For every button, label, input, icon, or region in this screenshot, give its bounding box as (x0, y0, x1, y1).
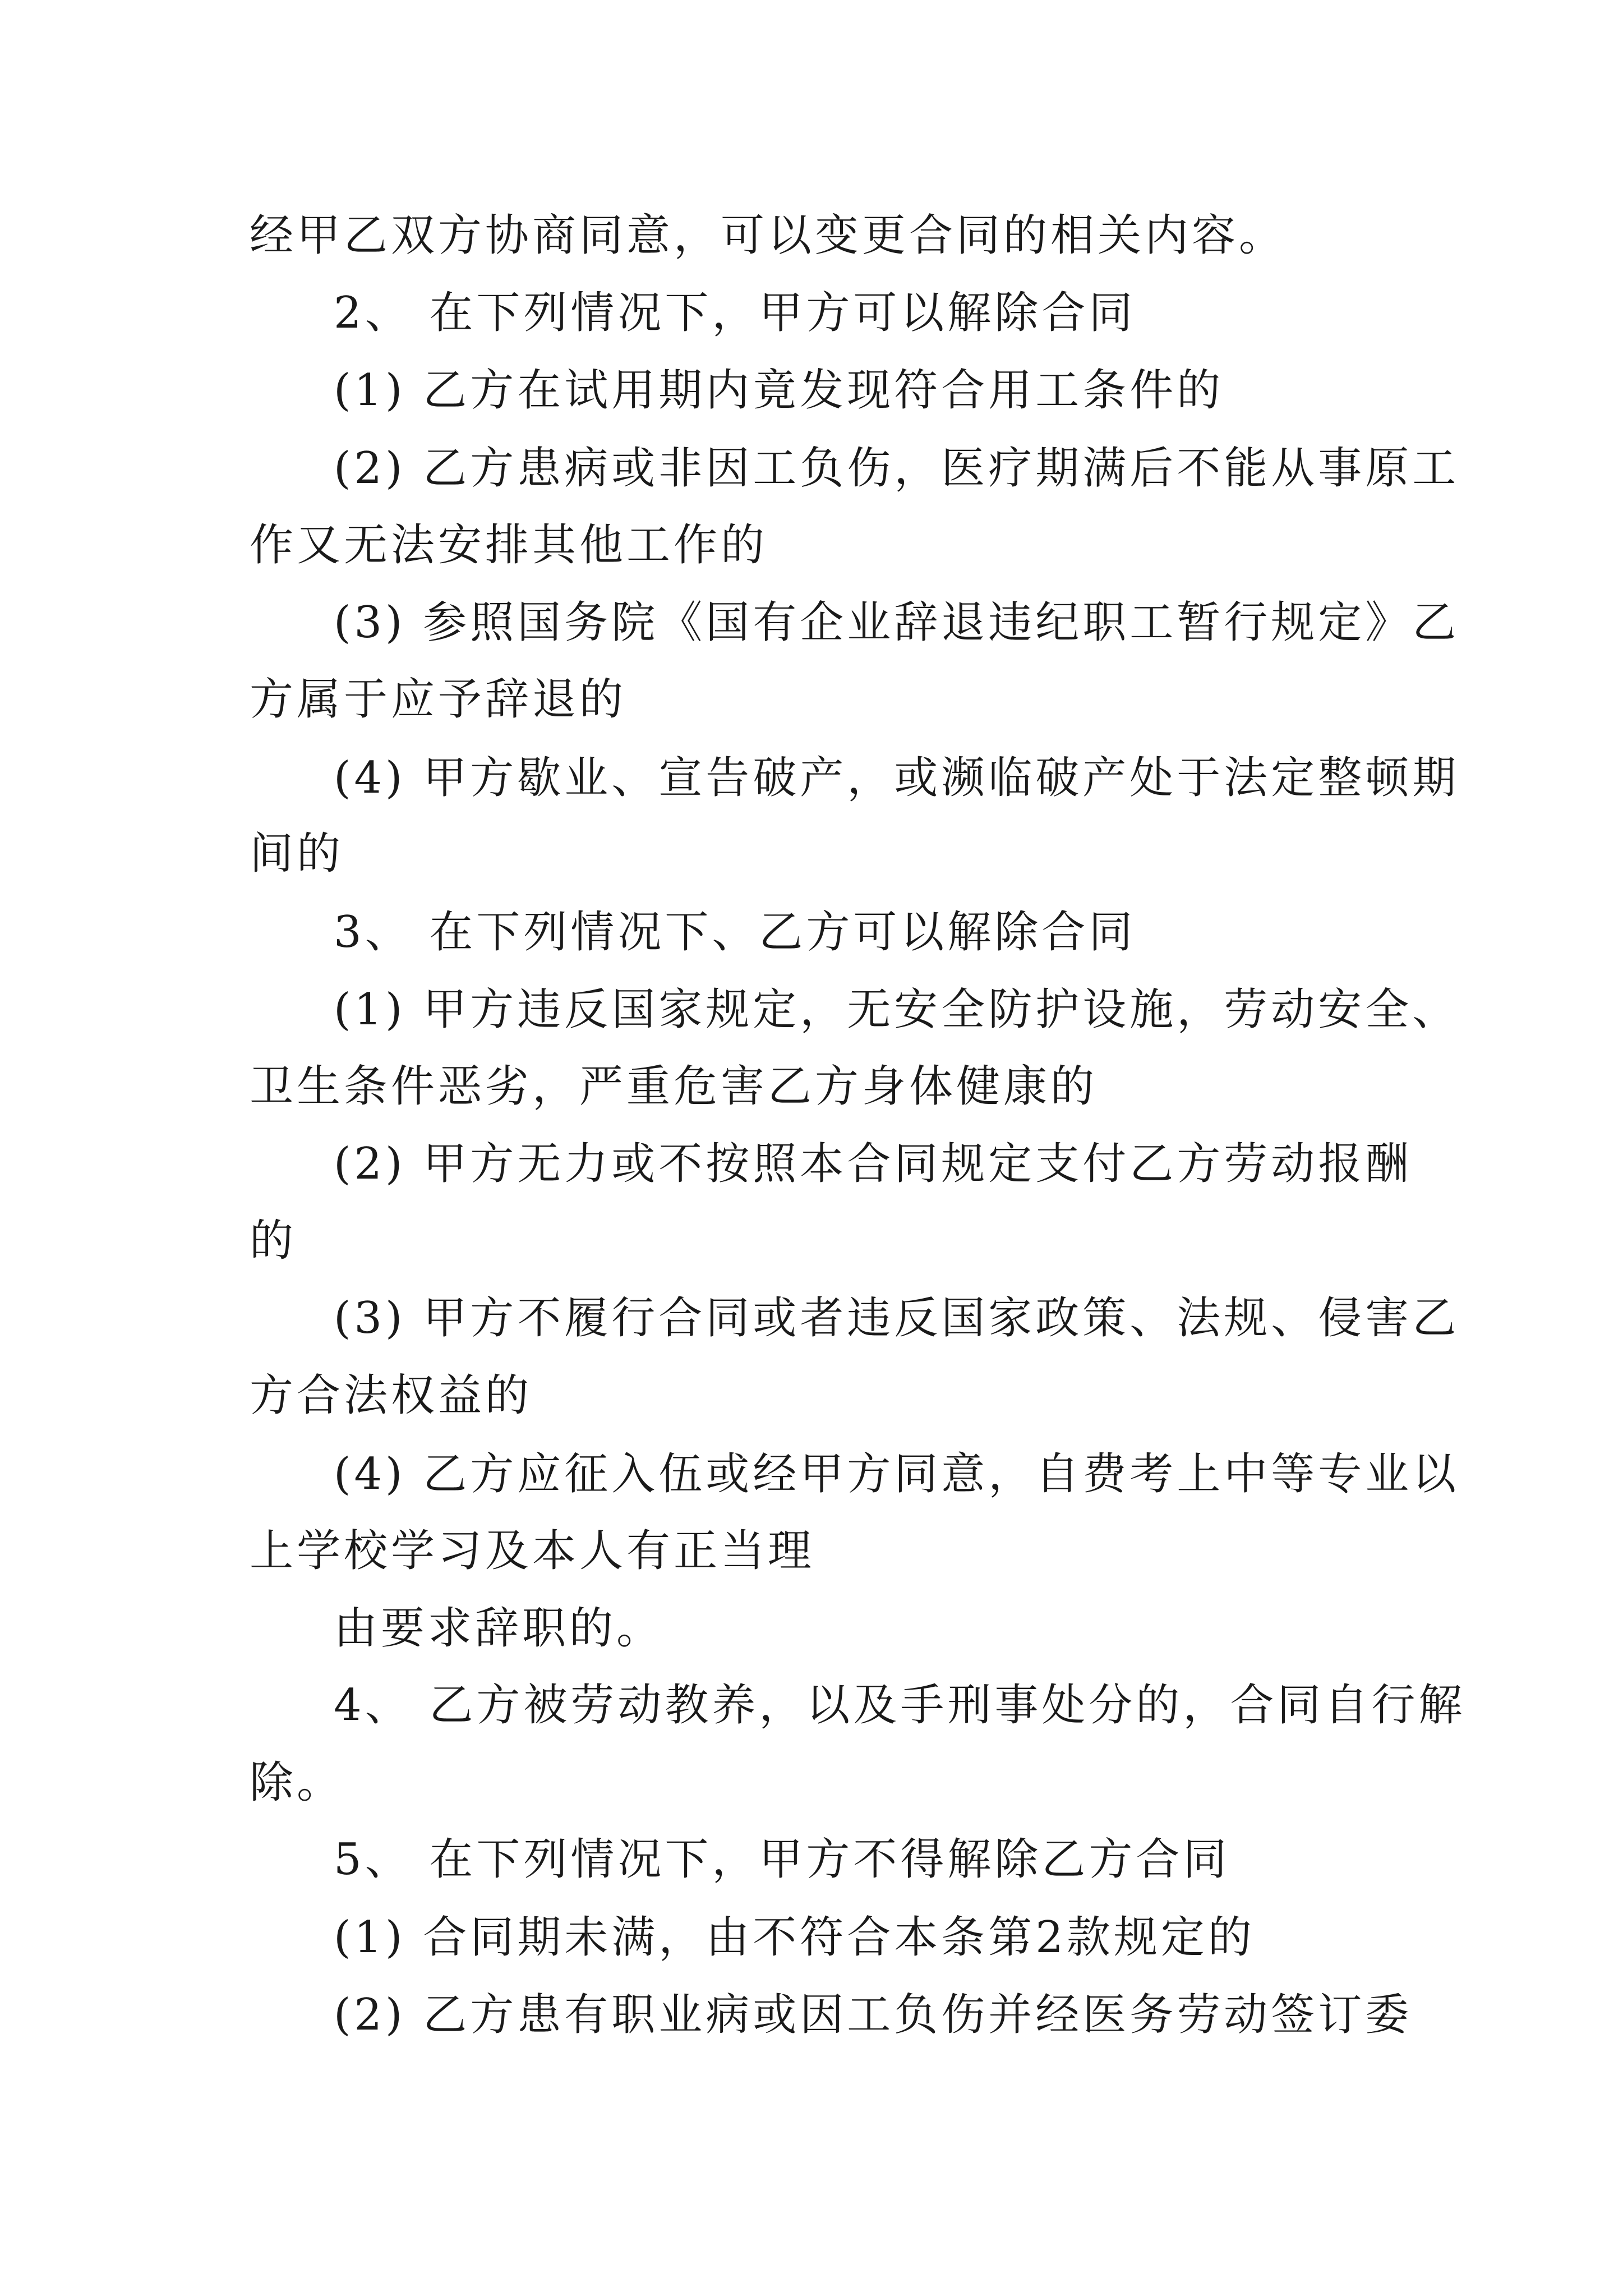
text-line-3: (1) 乙方在试用期内竟发现符合用工条件的 (334, 365, 1224, 416)
text-line-13: (2) 甲方无力或不按照本合同规定支付乙方劳动报酬 (334, 1139, 1413, 1189)
text-line-2: 2、 在下列情况下，甲方可以解除合同 (334, 288, 1136, 338)
text-line-23: (1) 合同期未满，由不符合本条第2款规定的 (334, 1912, 1255, 1963)
text-line-7: 方属于应予辞退的 (250, 674, 627, 725)
text-line-20: 4、 乙方被劳动教养，以及手刑事处分的，合同自行解 (334, 1680, 1466, 1731)
text-line-5: 作又无法安排其他工作的 (250, 520, 768, 570)
text-line-16: 方合法权益的 (250, 1370, 533, 1421)
text-line-22: 5、 在下列情况下，甲方不得解除乙方合同 (334, 1834, 1230, 1885)
text-line-24: (2) 乙方患有职业病或因工负伤并经医务劳动签订委 (334, 1990, 1413, 2040)
text-line-10: 3、 在下列情况下、乙方可以解除合同 (334, 907, 1136, 958)
text-line-17: (4) 乙方应征入伍或经甲方同意，自费考上中等专业以 (334, 1449, 1460, 1499)
text-line-6: (3) 参照国务院《国有企业辞退违纪职工暂行规定》乙 (334, 597, 1460, 648)
text-line-9: 间的 (250, 829, 344, 879)
text-line-1: 经甲乙双方协商同意，可以变更合同的相关内容。 (250, 210, 1287, 261)
text-line-12: 卫生条件恶劣，严重危害乙方身体健康的 (250, 1061, 1098, 1112)
text-line-11: (1) 甲方违反国家规定，无安全防护设施，劳动安全、 (334, 984, 1460, 1035)
text-line-18: 上学校学习及本人有正当理 (250, 1526, 815, 1576)
text-line-15: (3) 甲方不履行合同或者违反国家政策、法规、侵害乙 (334, 1293, 1460, 1343)
text-line-21: 除。 (250, 1757, 344, 1808)
text-line-4: (2) 乙方患病或非因工负伤，医疗期满后不能从事原工 (334, 443, 1460, 494)
text-line-19: 由要求辞职的。 (334, 1603, 664, 1654)
text-line-14: 的 (250, 1216, 297, 1266)
text-line-8: (4) 甲方歇业、宣告破产，或濒临破产处于法定整顿期 (334, 753, 1460, 803)
